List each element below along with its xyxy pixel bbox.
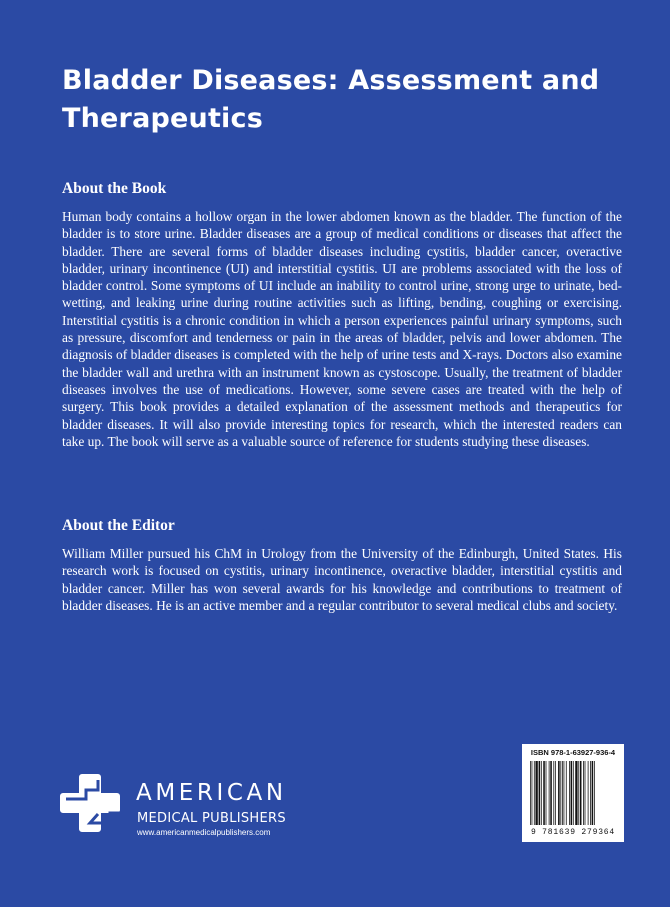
barcode-bar — [543, 761, 545, 825]
publisher-name-line2: MEDICAL PUBLISHERS — [137, 811, 286, 826]
about-editor-heading: About the Editor — [62, 517, 175, 534]
about-book-heading: About the Book — [62, 180, 167, 197]
barcode-bar — [539, 761, 541, 825]
barcode-bar — [532, 761, 533, 825]
isbn-label: ISBN 978-1-63927-936-4 — [530, 748, 616, 757]
barcode-bar — [541, 761, 542, 825]
barcode-bar — [555, 761, 556, 825]
barcode-bar — [590, 761, 591, 825]
barcode-bar — [578, 761, 579, 825]
publisher-website: www.americanmedicalpublishers.com — [137, 828, 271, 837]
barcode-bar — [564, 761, 565, 825]
barcode-bar — [594, 761, 595, 825]
barcode-bar — [592, 761, 594, 825]
barcode-digits: 9 781639 279364 — [530, 828, 615, 837]
barcode-bar — [566, 761, 567, 825]
barcode-bar — [546, 761, 547, 825]
publisher-name-line1: AMERICAN — [136, 780, 287, 806]
publisher-logo — [60, 772, 360, 842]
barcode-bar — [550, 761, 552, 825]
barcode-bar — [534, 761, 535, 825]
book-title: Bladder Diseases: Assessment and Therapeutics — [62, 65, 600, 134]
barcode-bar — [553, 761, 554, 825]
about-book-text: Human body contains a hollow organ in the lower abdomen known as the bladder. The function of the bladder is to store urine. Bladder diseases are a group of medical conditions or diseases that affect the bladder. There are several forms of bladder diseases including cystitis, bladder cancer, overactive bladder, urinary incontinence (UI) and interstitial cystitis. UI are problems associated with the loss of bladder control. Some symptoms of UI include an inability to control urine, strong urge to urinate, bed-wetting, and leaking urine during routine activities such as lifting, bending, coughing or exercising. Interstitial cystitis is a chronic condition in which a person experiences painful urinary symptoms, such as pressure, discomfort and tenderness or pain in the areas of bladder, pelvis and lower abdomen. The diagnosis of bladder diseases is completed with the help of urine tests and X-rays. Doctors also examine the bladder wall and urethra with an instrument known as cystoscope. Usually, the treatment of bladder diseases involves the use of medications. However, some severe cases are treated with the help of surgery. This book provides a detailed explanation of the assessment methods and therapeutics for bladder diseases. It will also provide interesting topics for research, which the interested readers can take up. The book will serve as a valuable source of reference for students studying these diseases. — [62, 209, 622, 449]
medical-cross-icon — [60, 772, 130, 842]
barcode-bar — [549, 761, 550, 825]
barcode-bar — [580, 761, 582, 825]
barcode-image — [529, 761, 617, 825]
barcode-bar — [562, 761, 563, 825]
barcode-bar — [585, 761, 586, 825]
barcode-bar — [588, 761, 589, 825]
barcode-bar — [571, 761, 573, 825]
barcode-bar — [573, 761, 574, 825]
barcode-bar — [560, 761, 561, 825]
barcode-bar — [575, 761, 577, 825]
about-editor-text: William Miller pursued his ChM in Urology from the University of the Edinburgh, United States. His research work is focused on cystitis, urinary incontinence, overactive bladder, interstitial cystitis and bladder cancer. Miller has won several awards for his knowledge and contributions to treatment of bladder diseases. He is an active member and a regular contributor to several medical clubs and society. — [62, 546, 622, 613]
barcode-bar — [569, 761, 570, 825]
barcode-bar — [558, 761, 560, 825]
barcode-bar — [535, 761, 537, 825]
barcode-bar — [530, 761, 531, 825]
isbn-barcode-box — [522, 744, 624, 842]
barcode-bar — [583, 761, 584, 825]
